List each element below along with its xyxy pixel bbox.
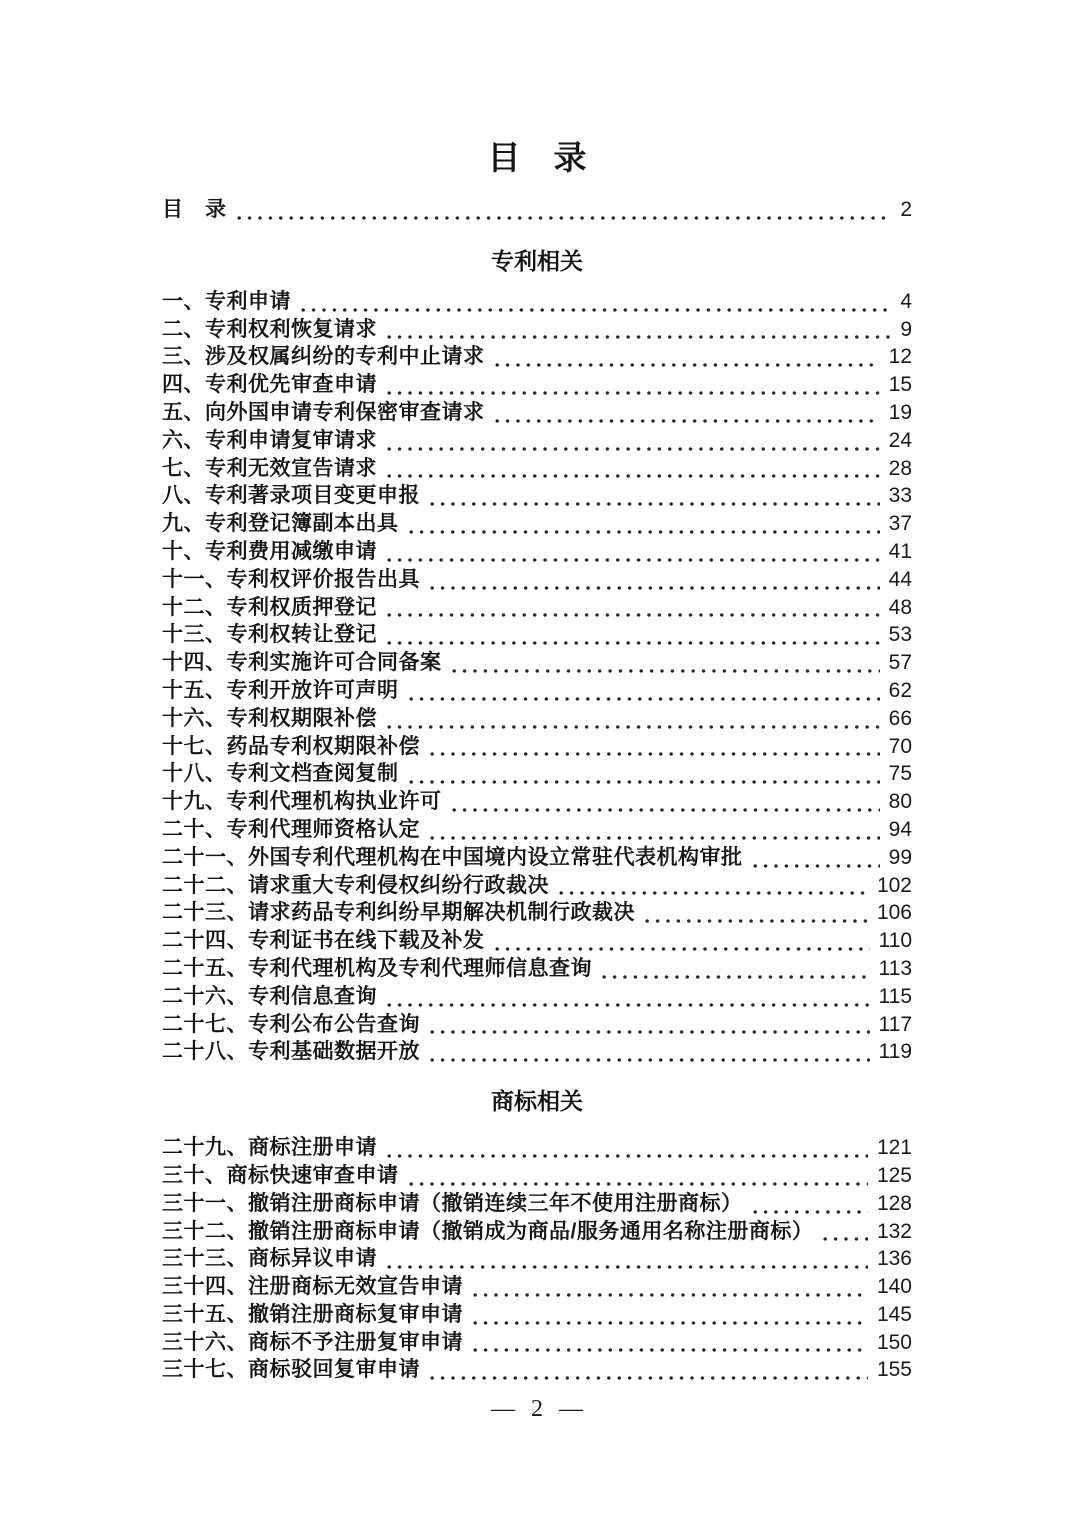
toc-entry [162,1245,912,1273]
toc-entry-page: 102 [876,873,912,897]
toc-entry-label: 七、专利无效宣告请求 [162,456,377,480]
dot-leader [384,427,880,455]
toc-entry-page: 136 [876,1247,912,1271]
dot-leader [384,983,870,1011]
toc-entry [162,455,912,483]
toc-entry-label: 二十、专利代理师资格认定 [162,817,420,841]
dot-leader [427,816,880,844]
dot-leader [384,316,891,344]
toc-entry-label: 二十三、请求药品专利纠纷早期解决机制行政裁决 [162,901,635,925]
toc-entry-page: 9 [900,317,912,341]
toc-entry [162,196,912,224]
dot-leader [384,705,880,733]
toc-entry [162,288,912,316]
dot-leader [427,1011,870,1039]
toc-entry [162,677,912,705]
toc-entry-page: 62 [888,678,912,702]
dot-leader [384,371,880,399]
dot-leader [470,1273,868,1301]
toc-entry [162,1162,912,1190]
toc-entry [162,1038,912,1066]
toc-entry [162,566,912,594]
dot-leader [384,455,880,483]
dot-leader [492,399,880,427]
toc-entry [162,371,912,399]
toc-entry [162,538,912,566]
page-footer [0,1396,1074,1423]
toc-entry-page: 2 [900,198,912,221]
toc-entry [162,621,912,649]
toc-entry-label: 三十三、商标异议申请 [162,1247,377,1271]
toc-entry [162,427,912,455]
toc-entry [162,482,912,510]
toc-entry-label: 三十一、撤销注册商标申请（撤销连续三年不使用注册商标） [162,1191,743,1215]
toc-entry-page: 128 [876,1191,912,1215]
toc-entry-page: 80 [888,790,912,814]
page-title: 目 录 [487,139,587,176]
toc-entry-page: 53 [888,623,912,647]
toc-entry-label: 十、专利费用减缴申请 [162,539,377,563]
toc-entry [162,816,912,844]
toc-entry-label: 十九、专利代理机构执业许可 [162,790,442,814]
toc-entry [162,983,912,1011]
toc-entry [162,649,912,677]
toc-entry-label: 六、专利申请复审请求 [162,428,377,452]
toc-entry-page: 75 [888,762,912,786]
toc-entry-label: 二十七、专利公布公告查询 [162,1012,420,1036]
toc-entry-page: 113 [878,956,912,980]
toc-entry-page: 115 [878,984,912,1008]
dot-leader [298,288,891,316]
toc-entry [162,705,912,733]
toc-entry-label: 三十二、撤销注册商标申请（撤销成为商品/服务通用名称注册商标） [162,1219,814,1243]
toc-entry-page: 132 [876,1219,912,1243]
toc-entry-label: 目 录 [162,198,227,221]
toc-entry-page: 24 [888,428,912,452]
dot-leader [384,1134,868,1162]
toc-entry-label: 十五、专利开放许可声明 [162,678,399,702]
toc-entry-page: 19 [888,400,912,424]
dot-leader [406,510,880,538]
section-heading: 商标相关 [491,1088,583,1115]
toc-entry [162,510,912,538]
toc-entry-page: 119 [878,1040,912,1064]
toc-entry [162,760,912,788]
toc-entry-page: 106 [876,901,912,925]
toc-entry [162,899,912,927]
dot-leader [750,844,880,872]
toc-entry-page: 44 [888,567,912,591]
dot-leader [406,760,880,788]
toc-entry-label: 十四、专利实施许可合同备案 [162,651,442,675]
toc-entry-label: 二十四、专利证书在线下载及补发 [162,929,485,953]
dot-leader [384,621,880,649]
toc-entry-page: 48 [888,595,912,619]
toc-entry-label: 九、专利登记簿副本出具 [162,512,399,536]
toc-entry-label: 十八、专利文档查阅复制 [162,762,399,786]
dot-leader [384,594,880,622]
toc-entry-label: 三十四、注册商标无效宣告申请 [162,1275,463,1299]
dot-leader [406,677,880,705]
dot-leader [384,538,880,566]
footer-page-number: 2 [531,1396,543,1422]
toc-entry-page: 145 [876,1302,912,1326]
toc-entry-label: 四、专利优先审查申请 [162,373,377,397]
toc-entry-label: 一、专利申请 [162,289,291,313]
dot-leader [470,1301,868,1329]
toc-entry-page: 99 [888,845,912,869]
dot-leader [599,955,870,983]
toc-entry-page: 110 [878,929,912,953]
toc-entry-page: 155 [876,1358,912,1382]
dot-leader [234,196,892,224]
toc-entry-label: 二十一、外国专利代理机构在中国境内设立常驻代表机构审批 [162,845,743,869]
toc-entry [162,1218,912,1246]
toc-entry-page: 15 [888,373,912,397]
toc-entry-label: 五、向外国申请专利保密审查请求 [162,400,485,424]
toc-entry [162,927,912,955]
dot-leader [642,899,868,927]
toc-entry-page: 117 [878,1012,912,1036]
dot-leader [492,343,880,371]
toc-entry-label: 二十六、专利信息查询 [162,984,377,1008]
toc-entry-label: 二、专利权利恢复请求 [162,317,377,341]
toc-entry-label: 二十五、专利代理机构及专利代理师信息查询 [162,956,592,980]
section-heading: 专利相关 [491,247,583,274]
toc-entry-label: 八、专利著录项目变更申报 [162,484,420,508]
toc-entry-page: 41 [888,539,912,563]
toc-entry-page: 12 [888,345,912,369]
toc-entry-page: 70 [888,734,912,758]
dot-leader [406,1162,868,1190]
toc-entry-page: 57 [888,651,912,675]
toc-entry-label: 十三、专利权转让登记 [162,623,377,647]
dot-leader [427,566,880,594]
dot-leader [427,733,880,761]
toc-entry-page: 33 [888,484,912,508]
toc-entry-label: 十七、药品专利权期限补偿 [162,734,420,758]
dot-leader [427,1356,868,1384]
toc-entry [162,1134,912,1162]
dot-leader [449,788,880,816]
toc-entry [162,1329,912,1357]
toc-entry-label: 三十六、商标不予注册复审申请 [162,1330,463,1354]
toc-entry [162,316,912,344]
toc-list [162,196,912,1384]
toc-entry [162,788,912,816]
toc-entry-label: 三十五、撤销注册商标复审申请 [162,1302,463,1326]
footer-dash-right: — [559,1396,583,1422]
dot-leader [384,1245,868,1273]
toc-entry-label: 十一、专利权评价报告出具 [162,567,420,591]
toc-entry-label: 三、涉及权属纠纷的专利中止请求 [162,345,485,369]
toc-entry [162,343,912,371]
toc-entry-page: 125 [876,1163,912,1187]
toc-entry-label: 十二、专利权质押登记 [162,595,377,619]
dot-leader [556,872,868,900]
toc-entry [162,1190,912,1218]
dot-leader [492,927,870,955]
toc-entry [162,872,912,900]
toc-entry [162,733,912,761]
toc-entry-page: 28 [888,456,912,480]
dot-leader [470,1329,868,1357]
toc-entry [162,594,912,622]
toc-entry-page: 140 [876,1275,912,1299]
toc-entry [162,1356,912,1384]
dot-leader [427,1038,870,1066]
dot-leader [427,482,880,510]
toc-entry [162,955,912,983]
toc-entry [162,1301,912,1329]
footer-dash-left: — [491,1396,515,1422]
toc-entry-page: 4 [900,289,912,313]
toc-entry-label: 二十九、商标注册申请 [162,1136,377,1160]
toc-entry-page: 66 [888,706,912,730]
toc-entry-page: 37 [888,512,912,536]
toc-entry [162,1011,912,1039]
toc-entry [162,1273,912,1301]
toc-entry [162,844,912,872]
toc-entry-label: 三十七、商标驳回复审申请 [162,1358,420,1382]
toc-entry-label: 十六、专利权期限补偿 [162,706,377,730]
toc-entry-label: 二十八、专利基础数据开放 [162,1040,420,1064]
toc-entry [162,399,912,427]
toc-entry-page: 121 [876,1136,912,1160]
dot-leader [750,1190,868,1218]
dot-leader [449,649,880,677]
toc-entry-page: 150 [876,1330,912,1354]
toc-entry-label: 二十二、请求重大专利侵权纠纷行政裁决 [162,873,549,897]
toc-entry-label: 三十、商标快速审查申请 [162,1163,399,1187]
dot-leader [820,1218,868,1246]
toc-entry-page: 94 [888,817,912,841]
